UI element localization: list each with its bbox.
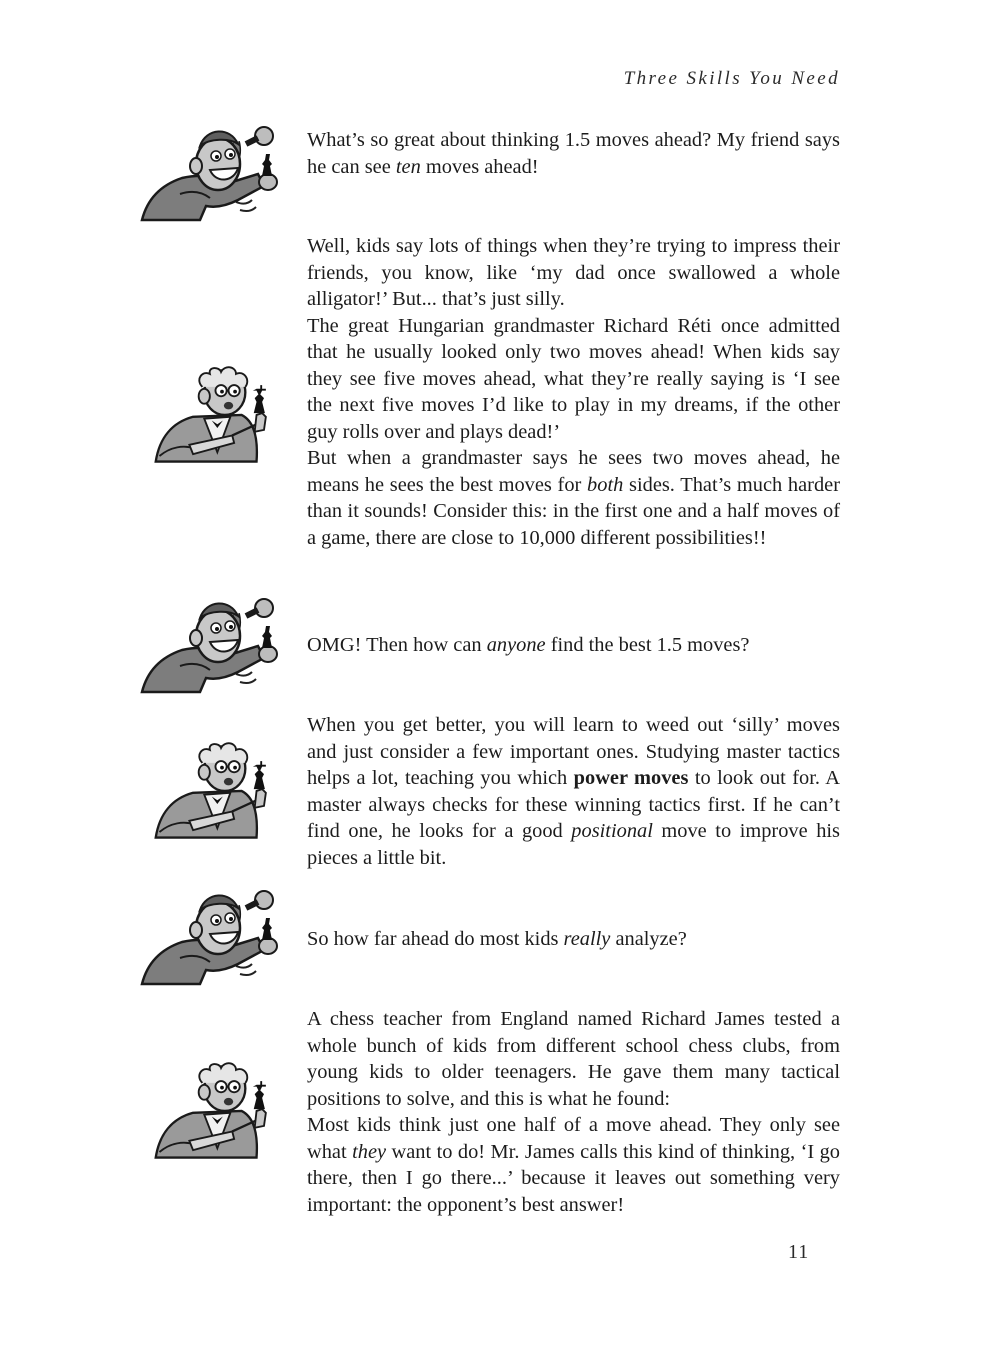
kid-illustration	[140, 886, 290, 990]
kid-with-pawn-icon	[140, 122, 290, 226]
running-head: Three Skills You Need	[623, 68, 840, 89]
kid-illustration	[140, 594, 290, 698]
kid-with-pawn-icon	[140, 594, 290, 698]
kid-question-1: What’s so great about thinking 1.5 moves ahead? My friend says he can see ten moves ahead!	[307, 129, 840, 178]
coach-answer-1-paragraph-1: Well, kids say lots of things when they’re trying to impress their friends, you know, like ‘my dad once swallowed a whole alligator!’ But... that’s just silly.	[307, 235, 840, 310]
page-number: 11	[788, 1241, 810, 1263]
coach-answer-1-paragraph-2: The great Hungarian grandmaster Richard Réti once admitted that he usually looked only two moves ahead! When kids say they see five moves ahead, what they’re really saying is ‘I see the next five moves I’d like to play in my dreams, if the other guy rolls over and plays dead!’	[307, 314, 840, 443]
coach-answer-1-paragraph-3: But when a grandmaster says he sees two moves ahead, he means he sees the best moves for both sides. That’s much harder than it sounds! Consider this: in the first one and a half moves of a game, there are close to 10,000 different possibilities!!	[307, 447, 840, 549]
coach-answer-3	[307, 1006, 840, 1218]
kid-question-2: OMG! Then how can anyone find the best 1.5 moves?	[307, 634, 750, 656]
coach-with-king-icon	[152, 360, 292, 468]
kid-with-pawn-icon	[140, 886, 290, 990]
coach-answer-1	[307, 233, 840, 551]
coach-with-king-icon	[152, 736, 292, 844]
coach-illustration	[152, 360, 292, 468]
coach-answer-3-paragraph-1: A chess teacher from England named Richard James tested a whole bunch of kids from different school chess clubs, from young kids to older teenagers. He gave them many tactical positions to solve, and this is what he found:	[307, 1008, 840, 1110]
coach-answer-3-paragraph-2: Most kids think just one half of a move ahead. They only see what they want to do! Mr. James calls this kind of thinking, ‘I go there, then I go there...’ because it leaves out something very important: the opponent’s best answer!	[307, 1114, 840, 1216]
coach-illustration	[152, 736, 292, 844]
coach-with-king-icon	[152, 1056, 292, 1164]
kid-illustration	[140, 122, 290, 226]
coach-answer-2: When you get better, you will learn to weed out ‘silly’ moves and just consider a few important ones. Studying master tactics helps a lot, teaching you which power moves to look out for. A master always checks for these winning tactics first. If he can’t find one, he looks for a good positional move to improve his pieces a little bit.	[307, 714, 840, 869]
coach-illustration	[152, 1056, 292, 1164]
kid-question-3: So how far ahead do most kids really analyze?	[307, 928, 687, 950]
